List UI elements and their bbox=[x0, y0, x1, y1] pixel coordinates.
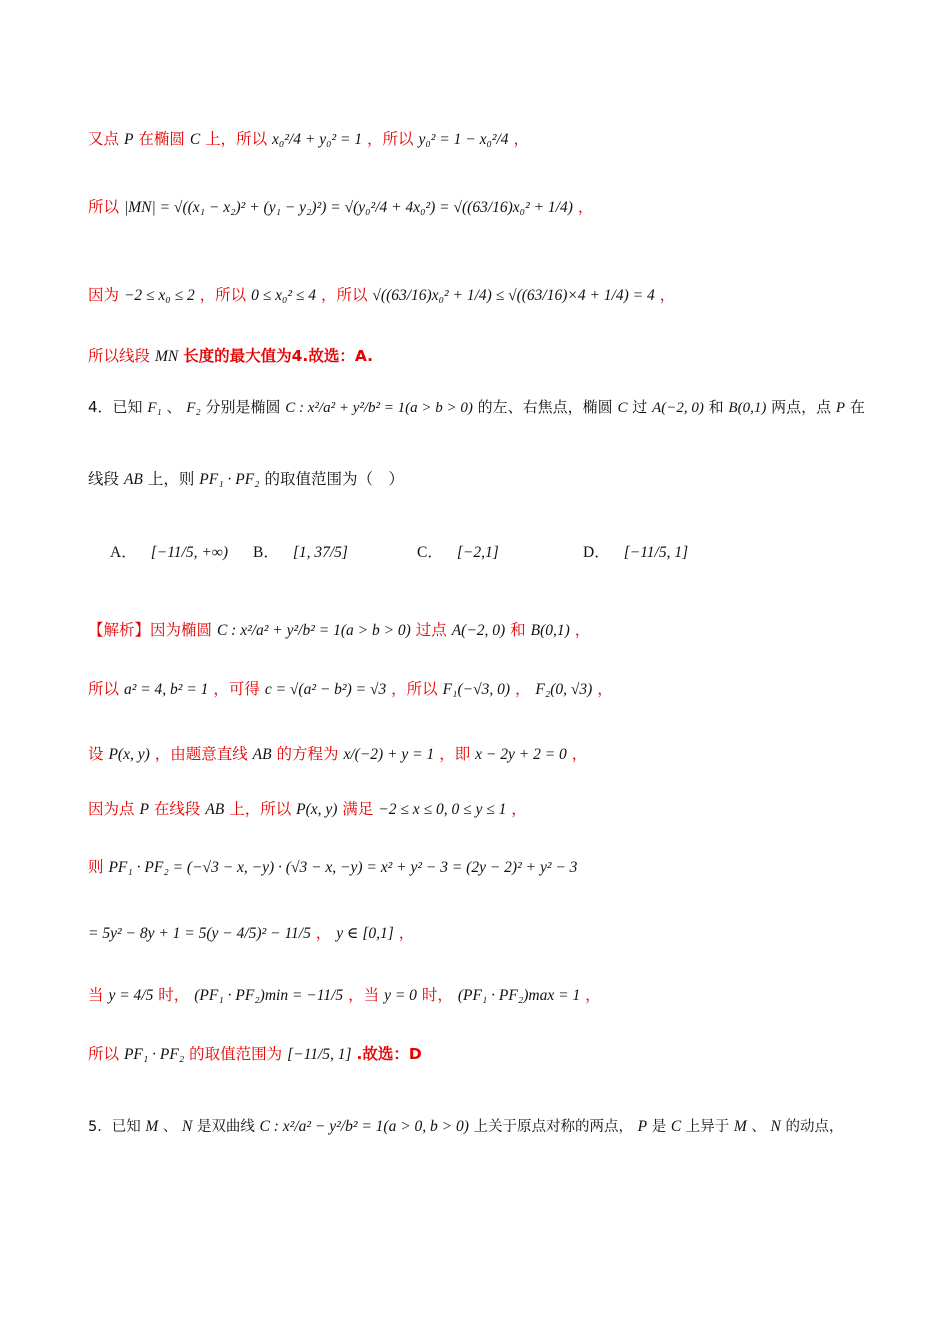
text: ，即 bbox=[439, 745, 471, 763]
solution-line-point-on-ellipse bbox=[88, 130, 878, 150]
text: 和 bbox=[510, 621, 526, 639]
math-expression: |MN| = √((x₁ − x₂)² + (y₁ − y₂)²) = √(y₀²/4 + 4x₀²) = √((63/16)x₀² + 1/4) bbox=[123, 199, 573, 216]
text: 在椭圆 bbox=[138, 130, 185, 148]
option-value: [1, 37/5] bbox=[292, 544, 348, 561]
math-expression: P bbox=[835, 400, 846, 416]
text: 的取值范围为 bbox=[189, 1045, 283, 1063]
text: 在线段 bbox=[153, 800, 201, 818]
math-expression: y₀² = 1 − x₀²/4 bbox=[418, 131, 509, 148]
question-5-stem bbox=[88, 1118, 878, 1137]
math-expression: a² = 4, b² = 1 bbox=[123, 681, 209, 698]
text: 和 bbox=[708, 398, 724, 416]
math-expression: P bbox=[139, 801, 149, 818]
text: 过点 bbox=[415, 621, 447, 639]
text: ， bbox=[315, 924, 332, 942]
option-d[interactable] bbox=[583, 540, 688, 562]
math-expression: x − 2y + 2 = 0 bbox=[475, 746, 567, 763]
math-expression: PF₁ · PF₂ = (−√3 − x, −y) · (√3 − x, −y) = x² + y² − 3 = (2y − 2)² + y² − 3 bbox=[108, 859, 578, 876]
math-expression: x₀²/4 + y₀² = 1 bbox=[272, 131, 363, 148]
math-expression: PF₁ · PF₂ bbox=[199, 471, 260, 488]
math-expression: (PF₁ · PF₂)max = 1 bbox=[457, 987, 581, 1004]
option-label: B． bbox=[253, 544, 279, 561]
option-value: [−11/5, 1] bbox=[623, 544, 689, 561]
text: ， bbox=[513, 130, 530, 148]
analysis-line-5 bbox=[88, 858, 878, 878]
text: ，所以 bbox=[320, 286, 368, 304]
text: ， bbox=[514, 680, 531, 698]
text: 当 bbox=[88, 986, 104, 1004]
text: 在 bbox=[849, 398, 865, 416]
text: 时， bbox=[158, 986, 190, 1004]
math-expression: F₁(−√3, 0) bbox=[442, 681, 510, 698]
text: 、 bbox=[162, 1119, 178, 1135]
math-expression: [−11/5, 1] bbox=[287, 1046, 352, 1063]
math-expression: y ∈ [0,1] bbox=[336, 925, 394, 942]
text: 线段 bbox=[88, 470, 120, 488]
solution-line-conclusion bbox=[88, 347, 878, 367]
text: 设 bbox=[88, 745, 104, 763]
math-expression: (PF₁ · PF₂)min = −11/5 bbox=[194, 987, 344, 1004]
text: 上，所以 bbox=[205, 130, 268, 148]
text: 所以线段 bbox=[88, 347, 151, 365]
text: 所以 bbox=[88, 680, 120, 698]
text: 因为 bbox=[88, 286, 120, 304]
text: 、 bbox=[166, 398, 182, 416]
text: ， bbox=[398, 924, 415, 942]
option-value: [−11/5, +∞) bbox=[150, 544, 229, 561]
text: 【解析】因为椭圆 bbox=[88, 621, 213, 639]
math-expression: A(−2, 0) bbox=[451, 622, 506, 639]
text: 过 bbox=[632, 398, 648, 416]
math-expression: C bbox=[670, 1118, 682, 1135]
text: 满足 bbox=[342, 800, 374, 818]
text: ，所以 bbox=[367, 130, 414, 148]
math-expression: C bbox=[189, 131, 201, 148]
text: ， bbox=[574, 621, 591, 639]
text: ，可得 bbox=[213, 680, 260, 698]
text: 又点 bbox=[88, 130, 120, 148]
analysis-line-2 bbox=[88, 680, 878, 700]
option-c[interactable] bbox=[417, 540, 499, 562]
text: 5．已知 bbox=[88, 1119, 141, 1135]
math-expression: x/(−2) + y = 1 bbox=[343, 746, 435, 763]
question-4-stem bbox=[88, 398, 878, 417]
math-expression: B(0,1) bbox=[530, 622, 570, 639]
text: ，由题意直线 bbox=[154, 745, 248, 763]
analysis-line-4 bbox=[88, 800, 878, 820]
math-expression: c = √(a² − b²) = √3 bbox=[264, 681, 387, 698]
text: 因为点 bbox=[88, 800, 135, 818]
text: 所以 bbox=[88, 198, 120, 216]
math-expression: −2 ≤ x ≤ 0, 0 ≤ y ≤ 1 bbox=[378, 801, 507, 818]
math-expression: C : x²/a² + y²/b² = 1(a > b > 0) bbox=[285, 400, 473, 416]
solution-line-mn-length bbox=[88, 198, 878, 218]
analysis-line-7 bbox=[88, 986, 878, 1006]
text: 的取值范围为（ ） bbox=[264, 470, 405, 488]
math-expression: C bbox=[617, 400, 628, 416]
text: 则 bbox=[88, 858, 104, 876]
text: 4．已知 bbox=[88, 398, 143, 416]
text: 两点，点 bbox=[771, 398, 832, 416]
text: ， bbox=[577, 198, 594, 216]
question-4-stem-continued bbox=[88, 470, 878, 490]
math-expression: AB bbox=[123, 471, 143, 488]
text: 、 bbox=[751, 1119, 766, 1135]
analysis-line-3 bbox=[88, 745, 878, 765]
text: ，所以 bbox=[391, 680, 438, 698]
text: 时， bbox=[421, 986, 453, 1004]
math-expression: AB bbox=[205, 801, 225, 818]
math-expression: AB bbox=[252, 746, 272, 763]
math-expression: A(−2, 0) bbox=[652, 400, 704, 416]
math-expression: −2 ≤ x₀ ≤ 2 bbox=[123, 287, 195, 304]
solution-line-range bbox=[88, 286, 878, 306]
math-expression: M bbox=[145, 1118, 159, 1135]
math-expression: 0 ≤ x₀² ≤ 4 bbox=[251, 287, 317, 304]
math-expression: N bbox=[770, 1118, 781, 1135]
text: ， bbox=[597, 680, 613, 698]
text: ， bbox=[511, 800, 527, 818]
text: 上，所以 bbox=[229, 800, 292, 818]
text: 长度的最大值为4.故选：A. bbox=[183, 347, 373, 365]
text: ，当 bbox=[348, 986, 380, 1004]
text: .故选：D bbox=[356, 1045, 422, 1063]
math-expression: √((63/16)x₀² + 1/4) ≤ √((63/16)×4 + 1/4) = 4 bbox=[372, 287, 655, 304]
math-expression: P bbox=[123, 131, 134, 148]
text: 是双曲线 bbox=[196, 1119, 255, 1135]
text: ， bbox=[571, 745, 588, 763]
option-label: A． bbox=[110, 544, 137, 561]
math-expression: F₂(0, √3) bbox=[535, 681, 593, 698]
text: 的方程为 bbox=[276, 745, 339, 763]
text: 所以 bbox=[88, 1045, 120, 1063]
text: ， bbox=[585, 986, 601, 1004]
option-label: D． bbox=[583, 544, 610, 561]
text: 上关于原点对称的两点， bbox=[473, 1119, 634, 1135]
math-expression: P(x, y) bbox=[108, 746, 150, 763]
text: 的动点， bbox=[785, 1119, 844, 1135]
text: ，所以 bbox=[199, 286, 247, 304]
text: 是 bbox=[651, 1119, 667, 1135]
math-expression: F₁ bbox=[147, 400, 162, 416]
math-expression: C : x²/a² − y²/b² = 1(a > 0, b > 0) bbox=[259, 1118, 469, 1135]
option-value: [−2,1] bbox=[456, 544, 499, 561]
math-expression: PF₁ · PF₂ bbox=[123, 1046, 185, 1063]
math-expression: y = 0 bbox=[384, 987, 417, 1004]
option-a[interactable] bbox=[110, 540, 228, 562]
math-expression: F₂ bbox=[186, 400, 201, 416]
math-expression: = 5y² − 8y + 1 = 5(y − 4/5)² − 11/5 bbox=[88, 925, 311, 942]
math-expression: P bbox=[637, 1118, 648, 1135]
analysis-line-8 bbox=[88, 1045, 878, 1065]
text: 上异于 bbox=[685, 1119, 730, 1135]
text: 分别是椭圆 bbox=[205, 398, 281, 416]
text: 上，则 bbox=[147, 470, 195, 488]
text: ， bbox=[659, 286, 676, 304]
text: 的左、右焦点，椭圆 bbox=[477, 398, 613, 416]
option-label: C． bbox=[417, 544, 443, 561]
math-expression: N bbox=[181, 1118, 193, 1135]
math-expression: MN bbox=[154, 348, 179, 365]
math-expression: C : x²/a² + y²/b² = 1(a > b > 0) bbox=[216, 622, 411, 639]
math-expression: B(0,1) bbox=[728, 400, 767, 416]
analysis-line-6 bbox=[88, 924, 878, 944]
math-expression: M bbox=[733, 1118, 747, 1135]
option-b[interactable] bbox=[253, 540, 348, 562]
math-expression: P(x, y) bbox=[296, 801, 338, 818]
analysis-line-1 bbox=[88, 621, 878, 641]
math-expression: y = 4/5 bbox=[108, 987, 154, 1004]
